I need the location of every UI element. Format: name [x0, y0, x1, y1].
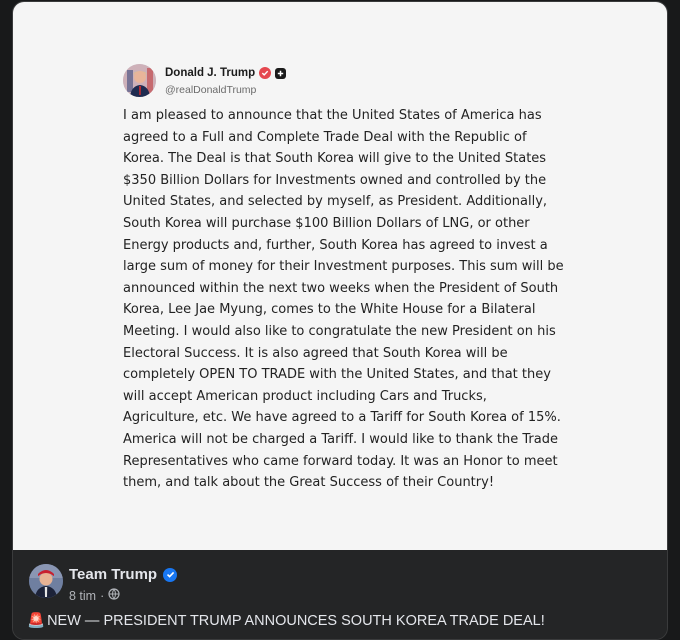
plus-badge-icon: [275, 68, 286, 79]
globe-icon[interactable]: [108, 588, 120, 603]
post-caption: [27, 612, 545, 629]
text-line: agreed to a Full and Complete Trade Deal with the Republic of: [123, 129, 527, 145]
text-line: them, and talk about the Great Success of their Country!: [123, 475, 495, 491]
text-line: Meeting. I would also like to congratulate the new President on his: [123, 323, 556, 339]
text-line: South Korea will purchase $100 Billion Dollars of LNG, or other: [123, 215, 530, 231]
post-meta: [69, 588, 120, 603]
text-line: United States, and selected by myself, as President. Additionally,: [123, 194, 548, 210]
text-line: Korea. The Deal is that South Korea will give to the United States: [123, 151, 547, 167]
siren-emoji-icon: 🚨: [27, 613, 46, 629]
meta-separator: ·: [100, 588, 105, 603]
post-image[interactable]: [13, 2, 667, 550]
text-line: large sum of money for their Investment purposes. This sum will be: [123, 259, 564, 275]
post-footer: [13, 550, 667, 640]
text-line: Representatives who came forward today. It was an Honor to meet: [123, 453, 558, 469]
text-line: $350 Billion Dollars for Investments owned and controlled by the: [123, 172, 547, 188]
embedded-author-handle: @realDonaldTrump: [165, 84, 257, 96]
text-line: Korea, Lee Jae Myung, comes to the White House for a Bilateral: [123, 302, 536, 318]
verified-badge-icon: [259, 67, 271, 79]
embedded-post-header: [123, 64, 423, 100]
text-line: announced within the next two weeks when the President of South: [123, 280, 559, 296]
page-avatar[interactable]: [29, 564, 63, 598]
text-line: America will not be charged a Tariff. I would like to thank the Trade: [123, 431, 558, 447]
text-line: Electoral Success. It is also agreed that South Korea will be: [123, 345, 508, 361]
text-line: will accept American product including Cars and Trucks,: [123, 388, 487, 404]
facebook-post-card: [12, 1, 668, 640]
page-name[interactable]: Team Trump: [69, 566, 158, 583]
text-line: Energy products and, further, South Korea has agreed to invest a: [123, 237, 548, 253]
embedded-author-name[interactable]: Donald J. Trump: [165, 67, 256, 79]
text-line: Agriculture, etc. We have agreed to a Tariff for South Korea of 15%.: [123, 410, 561, 426]
embedded-author-avatar: [123, 64, 156, 97]
text-line: I am pleased to announce that the United States of America has: [123, 108, 542, 123]
embedded-post-text: [123, 105, 573, 494]
post-timestamp[interactable]: 8 tim: [69, 588, 97, 603]
verified-badge-icon: [163, 568, 177, 582]
text-line: completely OPEN TO TRADE with the United States, and that they: [123, 367, 551, 383]
caption-text: NEW — PRESIDENT TRUMP ANNOUNCES SOUTH KOREA TRADE DEAL!: [47, 612, 545, 629]
